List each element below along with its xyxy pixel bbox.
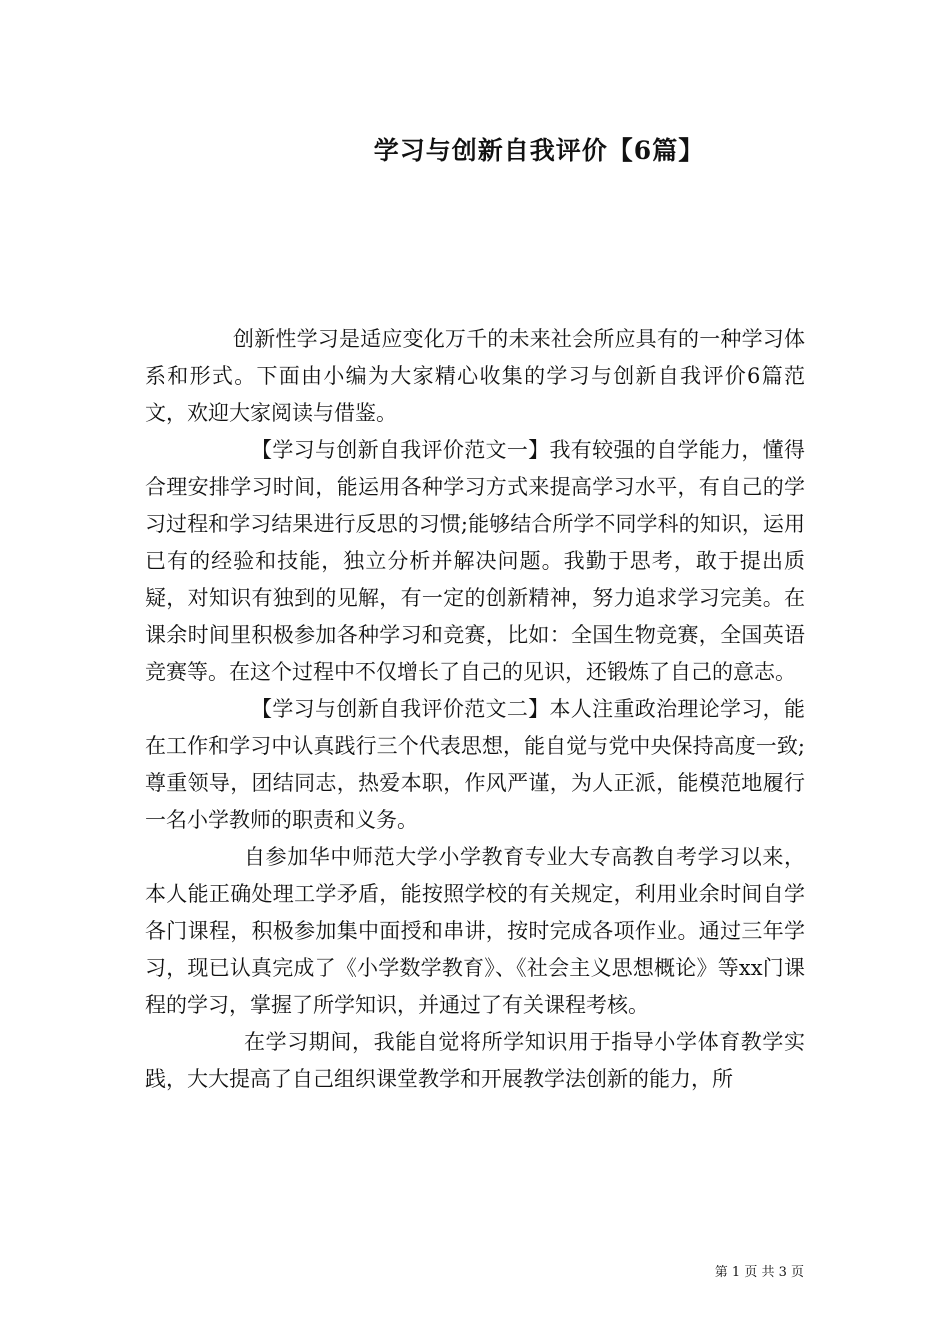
paragraph-sample-two: 【学习与创新自我评价范文二】本人注重政治理论学习，能在工作和学习中认真践行三个代表思想，能自觉与党中央保持高度一致;尊重领导，团结同志，热爱本职，作风严谨，为人正派，能模范地履行一名小学教师的职责和义务。 (145, 697, 805, 832)
paragraph-self-study: 自参加华中师范大学小学教育专业大专高教自考学习以来，本人能正确处理工学矛盾，能按照学校的有关规定，利用业余时间自学各门课程，积极参加集中面授和串讲，按时完成各项作业。通过三年学习，现已认真完成了《小学数学教育》、《社会主义思想概论》等xx门课程的学习，掌握了所学知识，并通过了有关课程考核。 (145, 845, 805, 1017)
document-body (145, 321, 805, 1098)
paragraph-study-period: 在学习期间，我能自觉将所学知识用于指导小学体育教学实践，大大提高了自己组织课堂教学和开展教学法创新的能力，所 (145, 1030, 805, 1091)
paragraph-sample-one: 【学习与创新自我评价范文一】我有较强的自学能力，懂得合理安排学习时间，能运用各种学习方式来提高学习水平，有自己的学习过程和学习结果进行反思的习惯;能够结合所学不同学科的知识，运用已有的经验和技能，独立分析并解决问题。我勤于思考，敢于提出质疑，对知识有独到的见解，有一定的创新精神，努力追求学习完美。在课余时间里积极参加各种学习和竞赛，比如：全国生物竞赛，全国英语竞赛等。在这个过程中不仅增长了自己的见识，还锻炼了自己的意志。 (145, 438, 805, 684)
paragraph-intro: 创新性学习是适应变化万千的未来社会所应具有的一种学习体系和形式。下面由小编为大家精心收集的学习与创新自我评价6篇范文，欢迎大家阅读与借鉴。 (145, 327, 805, 425)
page-title: 学习与创新自我评价【6篇】 (373, 136, 705, 165)
page-number-footer: 第 1 页 共 3 页 (714, 1265, 804, 1280)
